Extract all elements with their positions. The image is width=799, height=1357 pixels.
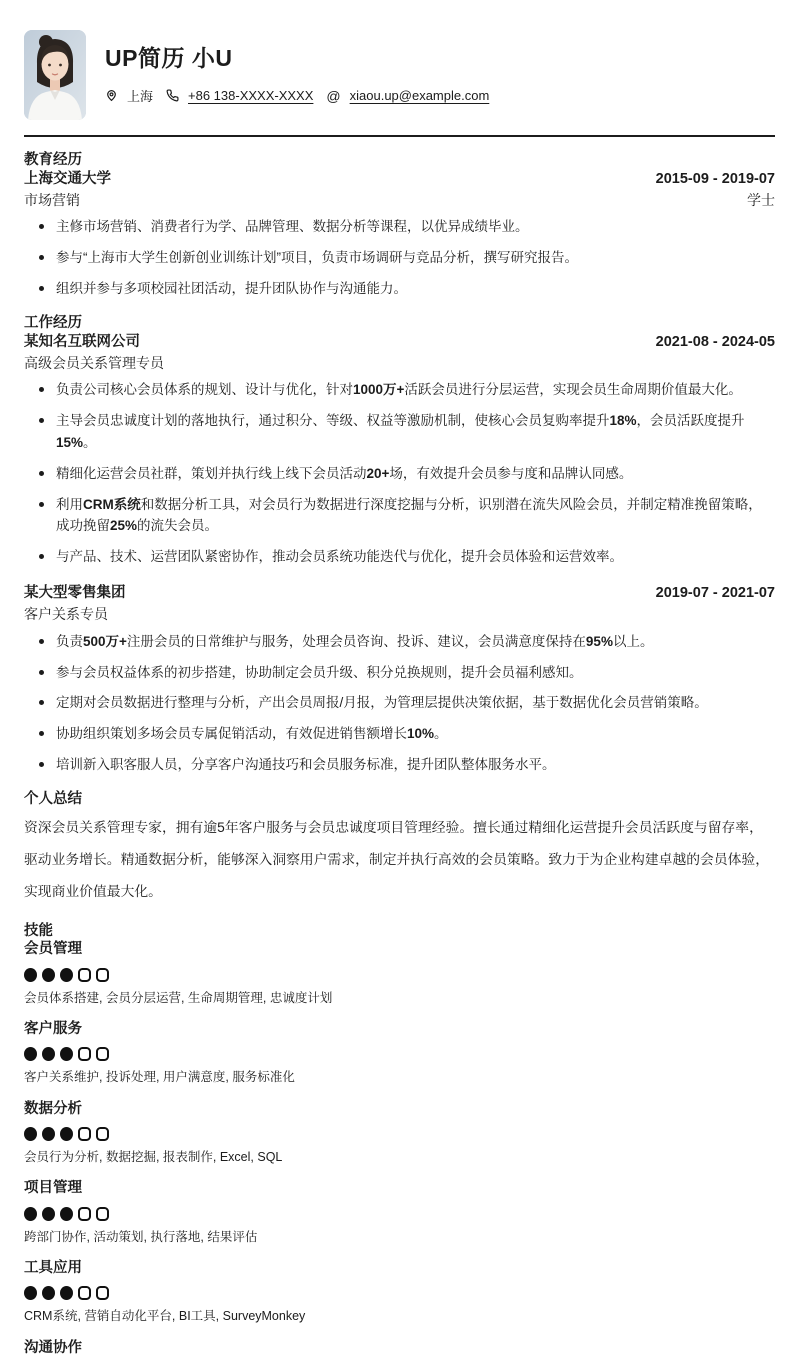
rating-dot-filled — [24, 968, 37, 982]
skill-keywords: 会员体系搭建, 会员分层运营, 生命周期管理, 忠诚度计划 — [24, 990, 333, 1005]
entry-organization: 某大型零售集团 — [24, 585, 126, 602]
rating-dot-filled — [24, 1127, 37, 1141]
bullet-item: 定期对会员数据进行整理与分析，产出会员周报/月报，为管理层提供决策依据，基于数据优化会员营销策略。 — [24, 692, 775, 714]
rating-dot-empty — [78, 1286, 91, 1300]
contact-row — [105, 86, 493, 105]
skill-keywords: 会员行为分析, 数据挖掘, 报表制作, Excel, SQL — [24, 1149, 283, 1164]
resume-entry — [24, 585, 775, 776]
rating-dot-empty — [78, 1127, 91, 1141]
bullet-item: 利用CRM系统和数据分析工具，对会员行为数据进行深度挖掘与分析，识别潜在流失风险会员，并制定精准挽留策略，成功挽留25%的流失会员。 — [24, 494, 775, 538]
resume-header — [24, 30, 775, 120]
education-entries — [24, 171, 775, 300]
entry-organization: 上海交通大学 — [24, 170, 111, 187]
skill-keywords: CRM系统, 营销自动化平台, BI工具, SurveyMonkey — [24, 1309, 306, 1324]
location-text: 上海 — [127, 89, 154, 104]
bullet-item: 与产品、技术、运营团队紧密协作，推动会员系统功能迭代与优化，提升会员体验和运营效率。 — [24, 546, 775, 568]
entry-date: 2019-07 - 2021-07 — [655, 585, 775, 602]
skill-item — [24, 941, 775, 1006]
entry-bullets — [24, 379, 775, 568]
skill-keywords: 跨部门协作, 活动策划, 执行落地, 结果评估 — [24, 1229, 258, 1244]
rating-dot-filled — [60, 1047, 73, 1061]
skill-name: 工具应用 — [24, 1259, 82, 1276]
skill-rating — [24, 968, 775, 982]
skill-item — [24, 1101, 775, 1166]
rating-dot-filled — [42, 968, 55, 982]
rating-dot-empty — [78, 968, 91, 982]
phone-icon — [166, 89, 179, 102]
candidate-name: UP简历 小U — [105, 45, 233, 71]
rating-dot-empty — [78, 1047, 91, 1061]
bullet-item: 参与会员权益体系的初步搭建，协助制定会员升级、积分兑换规则，提升会员福利感知。 — [24, 662, 775, 684]
rating-dot-filled — [60, 1207, 73, 1221]
bullet-item: 协助组织策划多场会员专属促销活动，有效促进销售额增长10%。 — [24, 723, 775, 745]
header-divider — [24, 135, 775, 137]
work-entries — [24, 334, 775, 776]
skill-name: 会员管理 — [24, 941, 82, 958]
rating-dot-filled — [60, 968, 73, 982]
skill-name: 沟通协作 — [24, 1339, 82, 1356]
skill-item — [24, 1340, 775, 1357]
section-work — [24, 315, 775, 776]
skill-keywords: 客户关系维护, 投诉处理, 用户满意度, 服务标准化 — [24, 1070, 295, 1085]
skill-name: 客户服务 — [24, 1020, 82, 1037]
rating-dot-filled — [42, 1207, 55, 1221]
skill-item — [24, 1021, 775, 1086]
rating-dot-filled — [24, 1286, 37, 1300]
entry-date: 2015-09 - 2019-07 — [655, 170, 775, 187]
entry-role: 客户关系专员 — [24, 606, 108, 623]
rating-dot-empty — [96, 968, 109, 982]
at-icon: @ — [326, 87, 341, 104]
email-link[interactable]: xiaou.up@example.com — [349, 88, 490, 103]
rating-dot-filled — [42, 1127, 55, 1141]
profile-photo — [24, 30, 86, 120]
bullet-item: 主修市场营销、消费者行为学、品牌管理、数据分析等课程，以优异成绩毕业。 — [24, 216, 775, 238]
entry-organization: 某知名互联网公司 — [24, 333, 140, 350]
skill-rating — [24, 1286, 775, 1300]
skill-rating — [24, 1127, 775, 1141]
skill-rating — [24, 1207, 775, 1221]
education-section-title: 教育经历 — [24, 152, 82, 168]
rating-dot-filled — [24, 1207, 37, 1221]
rating-dot-empty — [96, 1207, 109, 1221]
bullet-item: 负责公司核心会员体系的规划、设计与优化，针对1000万+活跃会员进行分层运营，实现会员生命周期价值最大化。 — [24, 379, 775, 401]
bullet-item: 负责500万+注册会员的日常维护与服务，处理会员咨询、投诉、建议，会员满意度保持在95%以上。 — [24, 631, 775, 653]
rating-dot-empty — [96, 1286, 109, 1300]
entry-role: 市场营销 — [24, 192, 80, 209]
section-summary — [24, 791, 775, 908]
bullet-item: 培训新入职客服人员，分享客户沟通技巧和会员服务标准，提升团队整体服务水平。 — [24, 754, 775, 776]
entry-bullets — [24, 216, 775, 300]
rating-dot-filled — [24, 1047, 37, 1061]
skill-item — [24, 1260, 775, 1325]
header-text-block — [105, 30, 493, 105]
skill-name: 项目管理 — [24, 1180, 82, 1197]
profile-photo-illustration — [24, 30, 86, 120]
resume-entry — [24, 334, 775, 569]
entry-bullets — [24, 631, 775, 776]
rating-dot-empty — [96, 1047, 109, 1061]
rating-dot-empty — [78, 1207, 91, 1221]
rating-dot-filled — [42, 1286, 55, 1300]
rating-dot-empty — [96, 1127, 109, 1141]
bullet-item: 参与“上海市大学生创新创业训练计划”项目，负责市场调研与竞品分析，撰写研究报告。 — [24, 247, 775, 269]
summary-section-title: 个人总结 — [24, 790, 82, 807]
location-pin-icon — [105, 88, 118, 103]
rating-dot-filled — [42, 1047, 55, 1061]
entry-date: 2021-08 - 2024-05 — [655, 333, 775, 350]
section-education — [24, 152, 775, 300]
skill-rating — [24, 1047, 775, 1061]
skills-section-title: 技能 — [24, 922, 53, 939]
section-skills — [24, 923, 775, 1357]
rating-dot-filled — [60, 1286, 73, 1300]
bullet-item: 组织并参与多项校园社团活动，提升团队协作与沟通能力。 — [24, 278, 775, 300]
skill-name: 数据分析 — [24, 1100, 82, 1117]
work-section-title: 工作经历 — [24, 314, 82, 331]
skill-items — [24, 941, 775, 1357]
rating-dot-filled — [60, 1127, 73, 1141]
summary-text: 资深会员关系管理专家，拥有逾5年客户服务与会员忠诚度项目管理经验。擅长通过精细化运营提升会员活跃度与留存率，驱动业务增长。精通数据分析，能够深入洞察用户需求，制定并执行高效的会员策略。致力于为企业构建卓越的会员体验，实现商业价值最大化。 — [24, 819, 770, 899]
resume-entry — [24, 171, 775, 300]
entry-degree: 学士 — [747, 192, 775, 209]
skill-item — [24, 1180, 775, 1245]
entry-role: 高级会员关系管理专员 — [24, 354, 164, 371]
bullet-item: 主导会员忠诚度计划的落地执行，通过积分、等级、权益等激励机制，使核心会员复购率提升18%，会员活跃度提升15%。 — [24, 410, 775, 454]
phone-link[interactable]: +86 138-XXXX-XXXX — [188, 88, 314, 103]
bullet-item: 精细化运营会员社群，策划并执行线上线下会员活动20+场，有效提升会员参与度和品牌认同感。 — [24, 463, 775, 485]
